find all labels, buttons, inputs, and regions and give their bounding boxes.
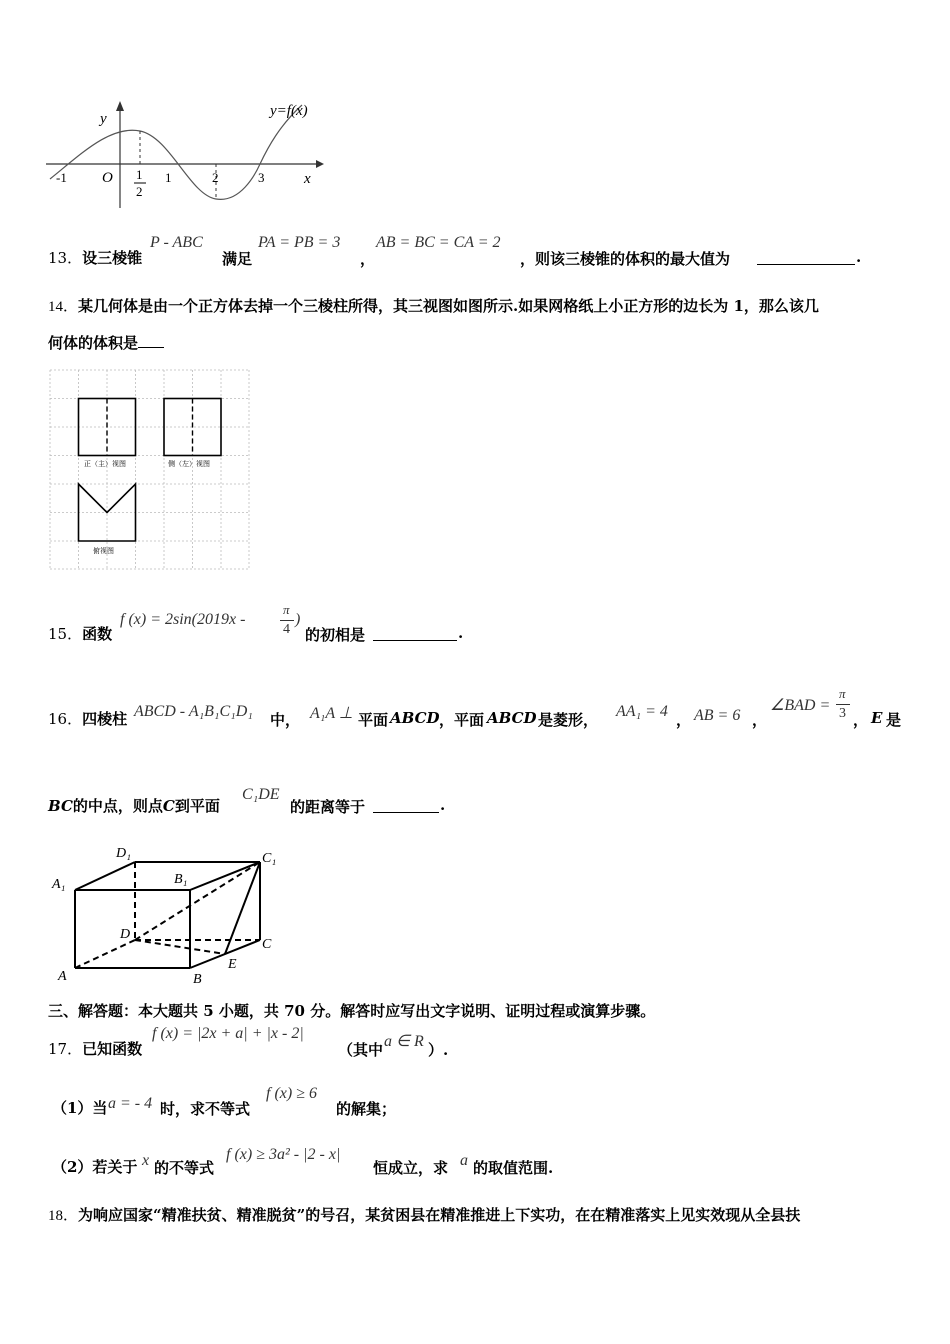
q17-p1-text-1: 时，求不等式 (160, 1100, 251, 1118)
prism-label-a1: A₁ (52, 877, 66, 892)
q13-text-4: ，则该三棱锥的体积的最大值为 (520, 250, 731, 268)
q15-end: . (458, 624, 464, 642)
q16-text-6: ， (676, 711, 692, 729)
tick-neg1: -1 (56, 170, 67, 185)
q15-text-1: 函数 (82, 625, 113, 643)
q16-pi: π (839, 686, 846, 701)
q17-p2-label: （2）若关于 (52, 1158, 138, 1176)
q16-l2-text-2: 到平面 (174, 797, 220, 815)
tick-3: 3 (258, 170, 265, 185)
q15-fraction-bar (280, 620, 294, 621)
q15-answer-blank (373, 626, 457, 641)
q16-l2-text-3: 的距离等于 (290, 798, 366, 816)
q16-math-angle: ∠BAD = (770, 697, 831, 714)
prism-figure (50, 840, 290, 988)
prism-label-e: E (228, 957, 237, 972)
prism-label-b1: B₁ (174, 872, 188, 887)
q17-p2-math-a: a (460, 1152, 468, 1169)
q16-math-abcd-1: ABCD (390, 709, 440, 727)
q17-p2-text-3: 的取值范围. (473, 1159, 554, 1177)
q17-p1-label: （1）当 (52, 1099, 108, 1117)
q17-p1-text-2: 的解集； (336, 1100, 397, 1118)
q16-three: 3 (839, 706, 846, 721)
question-14-line-2 (48, 333, 164, 353)
q16-end: . (440, 796, 446, 814)
tick-1: 1 (165, 170, 172, 185)
q13-text-2: 满足 (222, 250, 253, 268)
three-view-grid (48, 368, 252, 572)
q13-math-pa-pb: PA = PB = 3 (258, 234, 341, 251)
q16-text-4: ，平面 (439, 711, 485, 729)
q16-text-5: 是菱形， (538, 711, 599, 729)
function-graph (40, 95, 330, 215)
q16-math-c1de: C₁DE (242, 786, 280, 803)
q16-math-a1a-perp: A₁A ⊥ (310, 705, 353, 722)
q17-p2-text-2: 恒成立，求 (373, 1159, 449, 1177)
q14-text-1: 某几何体是由一个正方体去掉一个三棱柱所得，其三视图如图所示.如果网格纸上小正方形的边长为 1，那么该几 (78, 297, 819, 315)
question-18 (48, 1205, 800, 1226)
q13-number: 13． (48, 249, 83, 267)
q17-p2-math-x: x (142, 1152, 150, 1169)
prism-label-a: A (58, 969, 67, 984)
q17-p2-math-ineq: f (x) ≥ 3a² - |2 - x| (226, 1146, 341, 1163)
tick-2: 2 (212, 170, 219, 185)
q17-part-2 (52, 1157, 137, 1177)
q16-math-aa1: AA₁ = 4 (616, 703, 668, 720)
question-13 (48, 248, 142, 268)
prism-label-c1: C₁ (262, 851, 277, 866)
q16-text-2: 中， (270, 711, 301, 729)
tick-half-den: 2 (136, 184, 143, 199)
q16-math-abcd-2: ABCD (487, 709, 537, 727)
q17-text-2: （其中 (338, 1041, 384, 1059)
prism-label-d: D (120, 927, 131, 942)
q16-text-7: ， (752, 711, 768, 729)
y-axis-label: y (100, 111, 107, 127)
q16-l2-text-1: 的中点，则点 (72, 797, 163, 815)
q17-number: 17． (48, 1040, 83, 1058)
q18-number: 18． (48, 1208, 79, 1224)
q17-math-function: f (x) = |2x + a| + |x - 2| (152, 1025, 304, 1042)
q16-text-8: ， (853, 711, 869, 729)
q13-math-ab-bc-ca: AB = BC = CA = 2 (376, 234, 501, 251)
q17-text-3: ）. (428, 1041, 449, 1059)
q16-answer-blank (373, 798, 439, 813)
q15-number: 15． (48, 625, 83, 643)
q15-math-function: f (x) = 2sin(2019x - (120, 611, 246, 628)
q16-math-ab: AB = 6 (694, 707, 741, 724)
q15-text-2: 的初相是 (305, 626, 366, 644)
prism-label-d1: D₁ (116, 846, 131, 861)
q14-number: 14． (48, 299, 79, 315)
q16-math-c: C (162, 797, 175, 815)
x-axis-label: x (304, 171, 311, 187)
tick-half-num: 1 (136, 167, 143, 182)
q17-math-a-in-r: a ∈ R (384, 1033, 424, 1050)
question-15 (48, 624, 112, 644)
q17-p2-text-1: 的不等式 (154, 1159, 215, 1177)
q16-text-9: 是 (886, 711, 902, 729)
q16-math-bc: BC (48, 797, 73, 815)
q16-math-e: E (871, 709, 883, 727)
question-14-line-1 (48, 296, 819, 317)
q17-part-1 (52, 1098, 107, 1118)
q13-text-3: ， (360, 250, 376, 268)
prism-label-b: B (193, 972, 202, 987)
question-16 (48, 709, 127, 729)
top-view-label: 俯视图 (93, 547, 114, 555)
q13-answer-blank (757, 250, 855, 265)
q17-text-1: 已知函数 (82, 1040, 143, 1058)
q16-text-1: 四棱柱 (82, 710, 128, 728)
section-3-header: 三、解答题：本大题共 5 小题，共 70 分。解答时应写出文字说明、证明过程或演算步骤。 (48, 1002, 656, 1020)
q15-close-paren: ) (295, 611, 301, 628)
q17-p1-math-ineq: f (x) ≥ 6 (266, 1085, 317, 1102)
q16-text-3: 平面 (358, 711, 389, 729)
front-view-label: 正（主）视图 (84, 460, 126, 468)
q17-p1-math-a: a = - 4 (108, 1095, 153, 1112)
q16-math-prism: ABCD - A₁B₁C₁D₁ (134, 703, 253, 720)
q14-text-2: 何体的体积是 (48, 334, 139, 352)
side-view-label: 侧（左）视图 (168, 460, 210, 468)
q15-pi: π (283, 602, 290, 617)
question-17 (48, 1039, 142, 1059)
curve-label: y=f(x) (270, 103, 308, 119)
origin-label: O (102, 170, 113, 186)
q15-four: 4 (283, 622, 290, 637)
q13-text-1: 设三棱锥 (82, 249, 143, 267)
q14-answer-blank (138, 333, 164, 348)
q13-end: . (856, 248, 862, 266)
q16-fraction-bar (836, 704, 850, 705)
q16-number: 16． (48, 710, 83, 728)
prism-label-c: C (262, 937, 272, 952)
q18-text: 为响应国家“精准扶贫、精准脱贫”的号召，某贫困县在精准推进上下实功，在在精准落实上见实效现从全县扶 (78, 1206, 801, 1224)
question-16-line-2 (48, 796, 220, 816)
q13-math-pabc: P - ABC (150, 234, 203, 251)
